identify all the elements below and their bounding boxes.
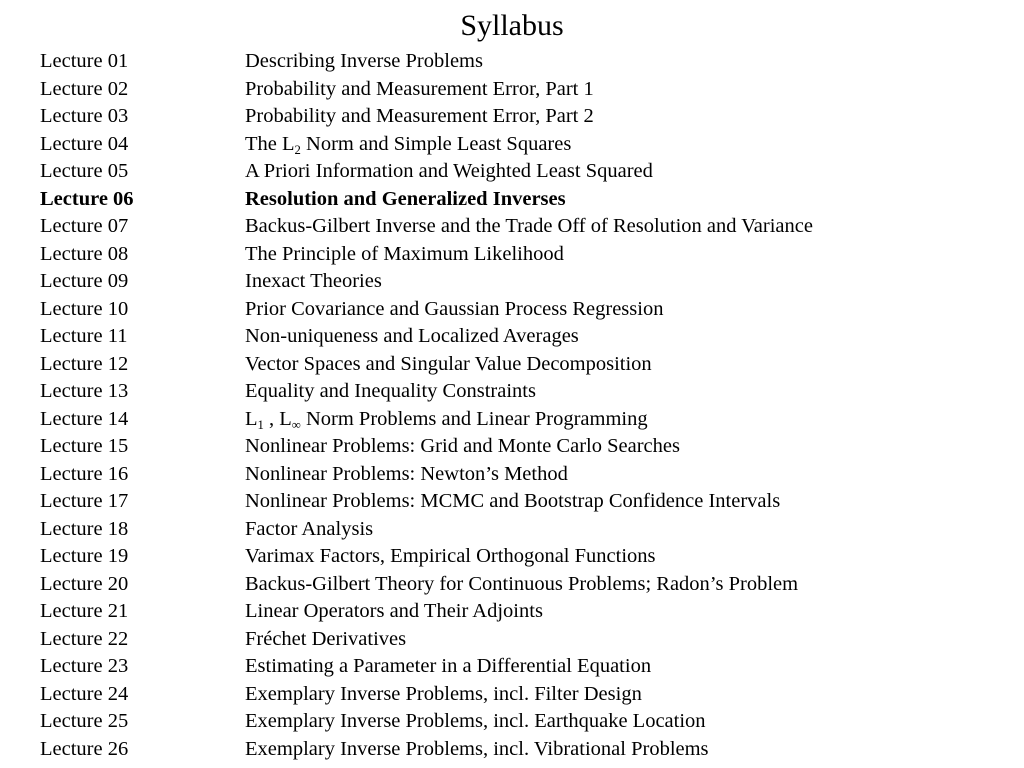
page-title: Syllabus [460, 9, 564, 42]
lecture-number: Lecture 17 [40, 490, 129, 512]
list-item [40, 103, 1000, 131]
lecture-topic: Exemplary Inverse Problems, incl. Filter Design [245, 682, 642, 705]
lecture-number: Lecture 09 [40, 270, 129, 292]
lecture-number: Lecture 25 [40, 710, 129, 732]
list-item [40, 708, 1000, 736]
list-item [40, 461, 1000, 489]
topic-text: Norm Problems and Linear Programming [300, 407, 648, 430]
lecture-topic [245, 406, 648, 434]
lecture-topic: Probability and Measurement Error, Part 1 [245, 77, 594, 100]
list-item [40, 323, 1000, 351]
lecture-topic: The Principle of Maximum Likelihood [245, 242, 564, 265]
subscript: 2 [294, 142, 301, 157]
list-item [40, 488, 1000, 516]
lecture-topic: Resolution and Generalized Inverses [245, 187, 566, 210]
lecture-number: Lecture 18 [40, 517, 129, 540]
list-item [40, 681, 1000, 709]
lecture-number: Lecture 13 [40, 380, 129, 402]
lecture-topic: Nonlinear Problems: Newton’s Method [245, 462, 568, 485]
topic-text: Norm and Simple Least Squares [300, 132, 572, 155]
lecture-number: Lecture 14 [40, 407, 129, 430]
lecture-topic: Backus-Gilbert Inverse and the Trade Off of Resolution and Variance [245, 215, 813, 237]
list-item [40, 378, 1000, 406]
lecture-number: Lecture 11 [40, 325, 128, 347]
list-item [40, 571, 1000, 599]
lecture-topic: Linear Operators and Their Adjoints [245, 600, 543, 622]
lecture-number: Lecture 26 [40, 737, 129, 760]
list-item [40, 158, 1000, 186]
list-item [40, 213, 1000, 241]
lecture-number: Lecture 04 [40, 132, 129, 155]
lecture-topic: Inexact Theories [245, 270, 382, 292]
topic-text: The L [245, 132, 295, 155]
list-item [40, 76, 1000, 104]
lecture-topic: Prior Covariance and Gaussian Process Regression [245, 297, 664, 320]
lecture-number: Lecture 15 [40, 435, 129, 457]
lecture-number: Lecture 03 [40, 105, 129, 127]
lecture-number: Lecture 01 [40, 50, 129, 72]
lecture-number: Lecture 21 [40, 600, 129, 622]
subscript: 1 [257, 417, 264, 432]
lecture-number: Lecture 06 [40, 187, 134, 210]
lecture-number: Lecture 24 [40, 682, 129, 705]
lecture-topic: Exemplary Inverse Problems, incl. Earthquake Location [245, 710, 706, 732]
lecture-topic: Vector Spaces and Singular Value Decomposition [245, 352, 652, 375]
lecture-topic: Factor Analysis [245, 517, 374, 540]
list-item [40, 406, 1000, 434]
lecture-topic: Estimating a Parameter in a Differential Equation [245, 655, 652, 677]
lecture-number: Lecture 12 [40, 352, 129, 375]
lecture-topic: A Priori Information and Weighted Least Squared [245, 160, 653, 182]
list-item [40, 516, 1000, 544]
lecture-topic: Backus-Gilbert Theory for Continuous Problems; Radon’s Problem [245, 572, 799, 595]
lecture-topic: Describing Inverse Problems [245, 50, 483, 72]
list-item-current [40, 186, 1000, 214]
list-item [40, 543, 1000, 571]
list-item [40, 653, 1000, 681]
lecture-topic: Probability and Measurement Error, Part 2 [245, 105, 594, 127]
lecture-number: Lecture 08 [40, 242, 129, 265]
lecture-number: Lecture 16 [40, 462, 129, 485]
list-item [40, 131, 1000, 159]
lecture-number: Lecture 19 [40, 545, 129, 567]
list-item [40, 351, 1000, 379]
lecture-topic: Equality and Inequality Constraints [245, 380, 536, 402]
lecture-topic: Nonlinear Problems: MCMC and Bootstrap Confidence Intervals [245, 490, 781, 512]
list-item [40, 736, 1000, 764]
lecture-topic: Fréchet Derivatives [245, 627, 407, 650]
lecture-topic: Varimax Factors, Empirical Orthogonal Functions [245, 545, 656, 567]
list-item [40, 433, 1000, 461]
lecture-topic: Exemplary Inverse Problems, incl. Vibrational Problems [245, 737, 709, 760]
list-item [40, 598, 1000, 626]
list-item [40, 268, 1000, 296]
list-item [40, 296, 1000, 324]
lecture-number: Lecture 20 [40, 572, 129, 595]
lecture-topic [245, 131, 571, 159]
lecture-number: Lecture 22 [40, 627, 129, 650]
list-item [40, 626, 1000, 654]
lecture-number: Lecture 05 [40, 160, 129, 182]
topic-text: L [245, 407, 258, 430]
syllabus-list [40, 48, 1000, 763]
topic-text: , L [263, 407, 292, 430]
lecture-topic: Non-uniqueness and Localized Averages [245, 325, 579, 347]
list-item [40, 48, 1000, 76]
lecture-number: Lecture 07 [40, 215, 129, 237]
lecture-number: Lecture 23 [40, 655, 129, 677]
lecture-number: Lecture 10 [40, 297, 129, 320]
list-item [40, 241, 1000, 269]
subscript: ∞ [291, 417, 301, 432]
lecture-topic: Nonlinear Problems: Grid and Monte Carlo Searches [245, 435, 680, 457]
lecture-number: Lecture 02 [40, 77, 129, 100]
